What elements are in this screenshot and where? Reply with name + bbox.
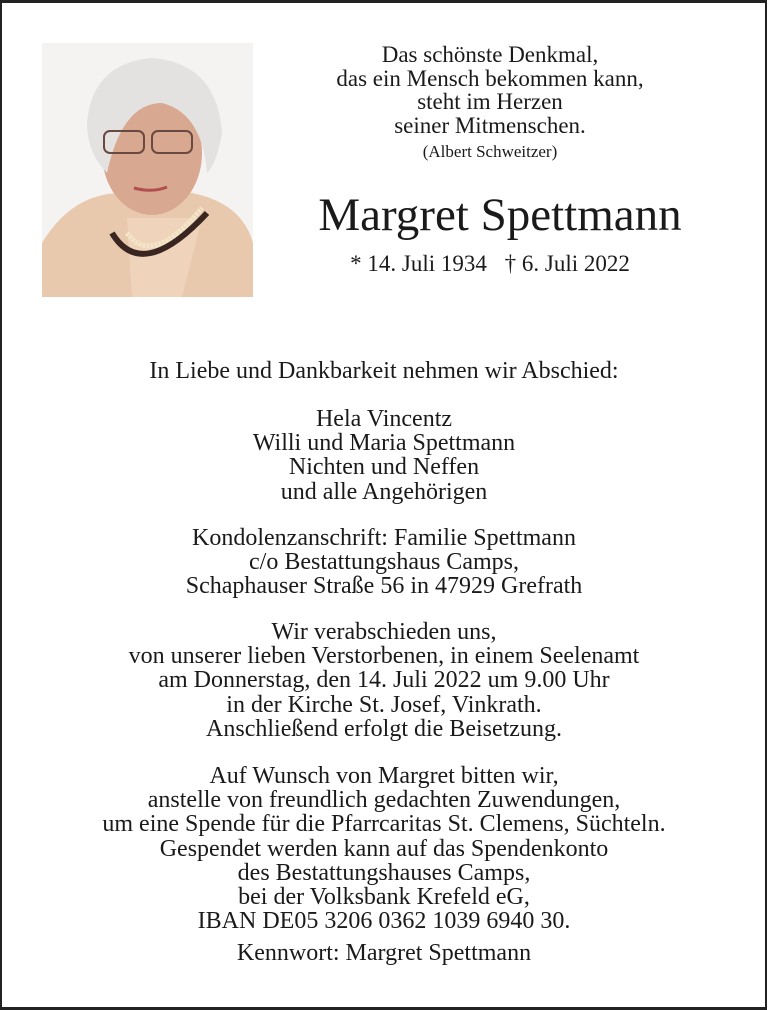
quote: [290, 43, 690, 167]
iban-line: IBAN DE05 3206 0362 1039 6940 30.: [197, 908, 571, 935]
address-line: Kondolenzanschrift: Familie Spettmann: [192, 525, 576, 551]
portrait-photo: [42, 43, 253, 297]
mourner: und alle Angehörigen: [280, 478, 488, 505]
mourner: Hela Vincentz: [315, 406, 453, 432]
donation-line: Auf Wunsch von Margret bitten wir,: [209, 763, 559, 789]
donation-line: bei der Volksbank Krefeld eG,: [238, 884, 530, 911]
donation-line: anstelle von freundlich gedachten Zuwendungen,: [147, 787, 621, 814]
service-line: in der Kirche St. Josef, Vinkrath.: [226, 691, 542, 718]
death-date: † 6. Juli 2022: [504, 251, 630, 276]
intro-text: In Liebe und Dankbarkeit nehmen wir Abschied:: [149, 358, 619, 384]
quote-attribution: (Albert Schweitzer): [422, 142, 558, 161]
address-line: c/o Bestattungshaus Camps,: [249, 549, 519, 576]
condolence-address: [0, 526, 768, 599]
service-line: am Donnerstag, den 14. Juli 2022 um 9.00 Uhr: [158, 667, 610, 694]
quote-line: steht im Herzen: [417, 89, 563, 114]
mourner: Willi und Maria Spettmann: [252, 430, 516, 457]
quote-line: das ein Mensch bekommen kann,: [336, 65, 644, 91]
service-info: [0, 620, 768, 741]
service-line: von unserer lieben Verstorbenen, in einem Seelenamt: [128, 643, 640, 670]
keyword-text: Kennwort: Margret Spettmann: [236, 940, 532, 966]
donation-line: um eine Spende für die Pfarrcaritas St. Clemens, Süchteln.: [102, 811, 666, 838]
donation-line: des Bestattungshauses Camps,: [237, 859, 531, 886]
quote-line: seiner Mitmenschen.: [394, 112, 586, 138]
quote-line: Das schönste Denkmal,: [381, 42, 599, 67]
donation-info: [0, 764, 768, 933]
donation-line: Gespendet werden kann auf das Spendenkonto: [159, 835, 609, 862]
mourner: Nichten und Neffen: [288, 454, 480, 481]
deceased-name: Margret Spettmann: [318, 189, 682, 241]
address-line: Schaphauser Straße 56 in 47929 Grefrath: [185, 573, 583, 600]
service-line: Anschließend erfolgt die Beisetzung.: [206, 715, 562, 742]
service-line: Wir verabschieden uns,: [271, 619, 497, 645]
life-dates: [290, 251, 690, 277]
birth-date: * 14. Juli 1934: [350, 251, 487, 276]
mourners-list: [0, 407, 768, 504]
